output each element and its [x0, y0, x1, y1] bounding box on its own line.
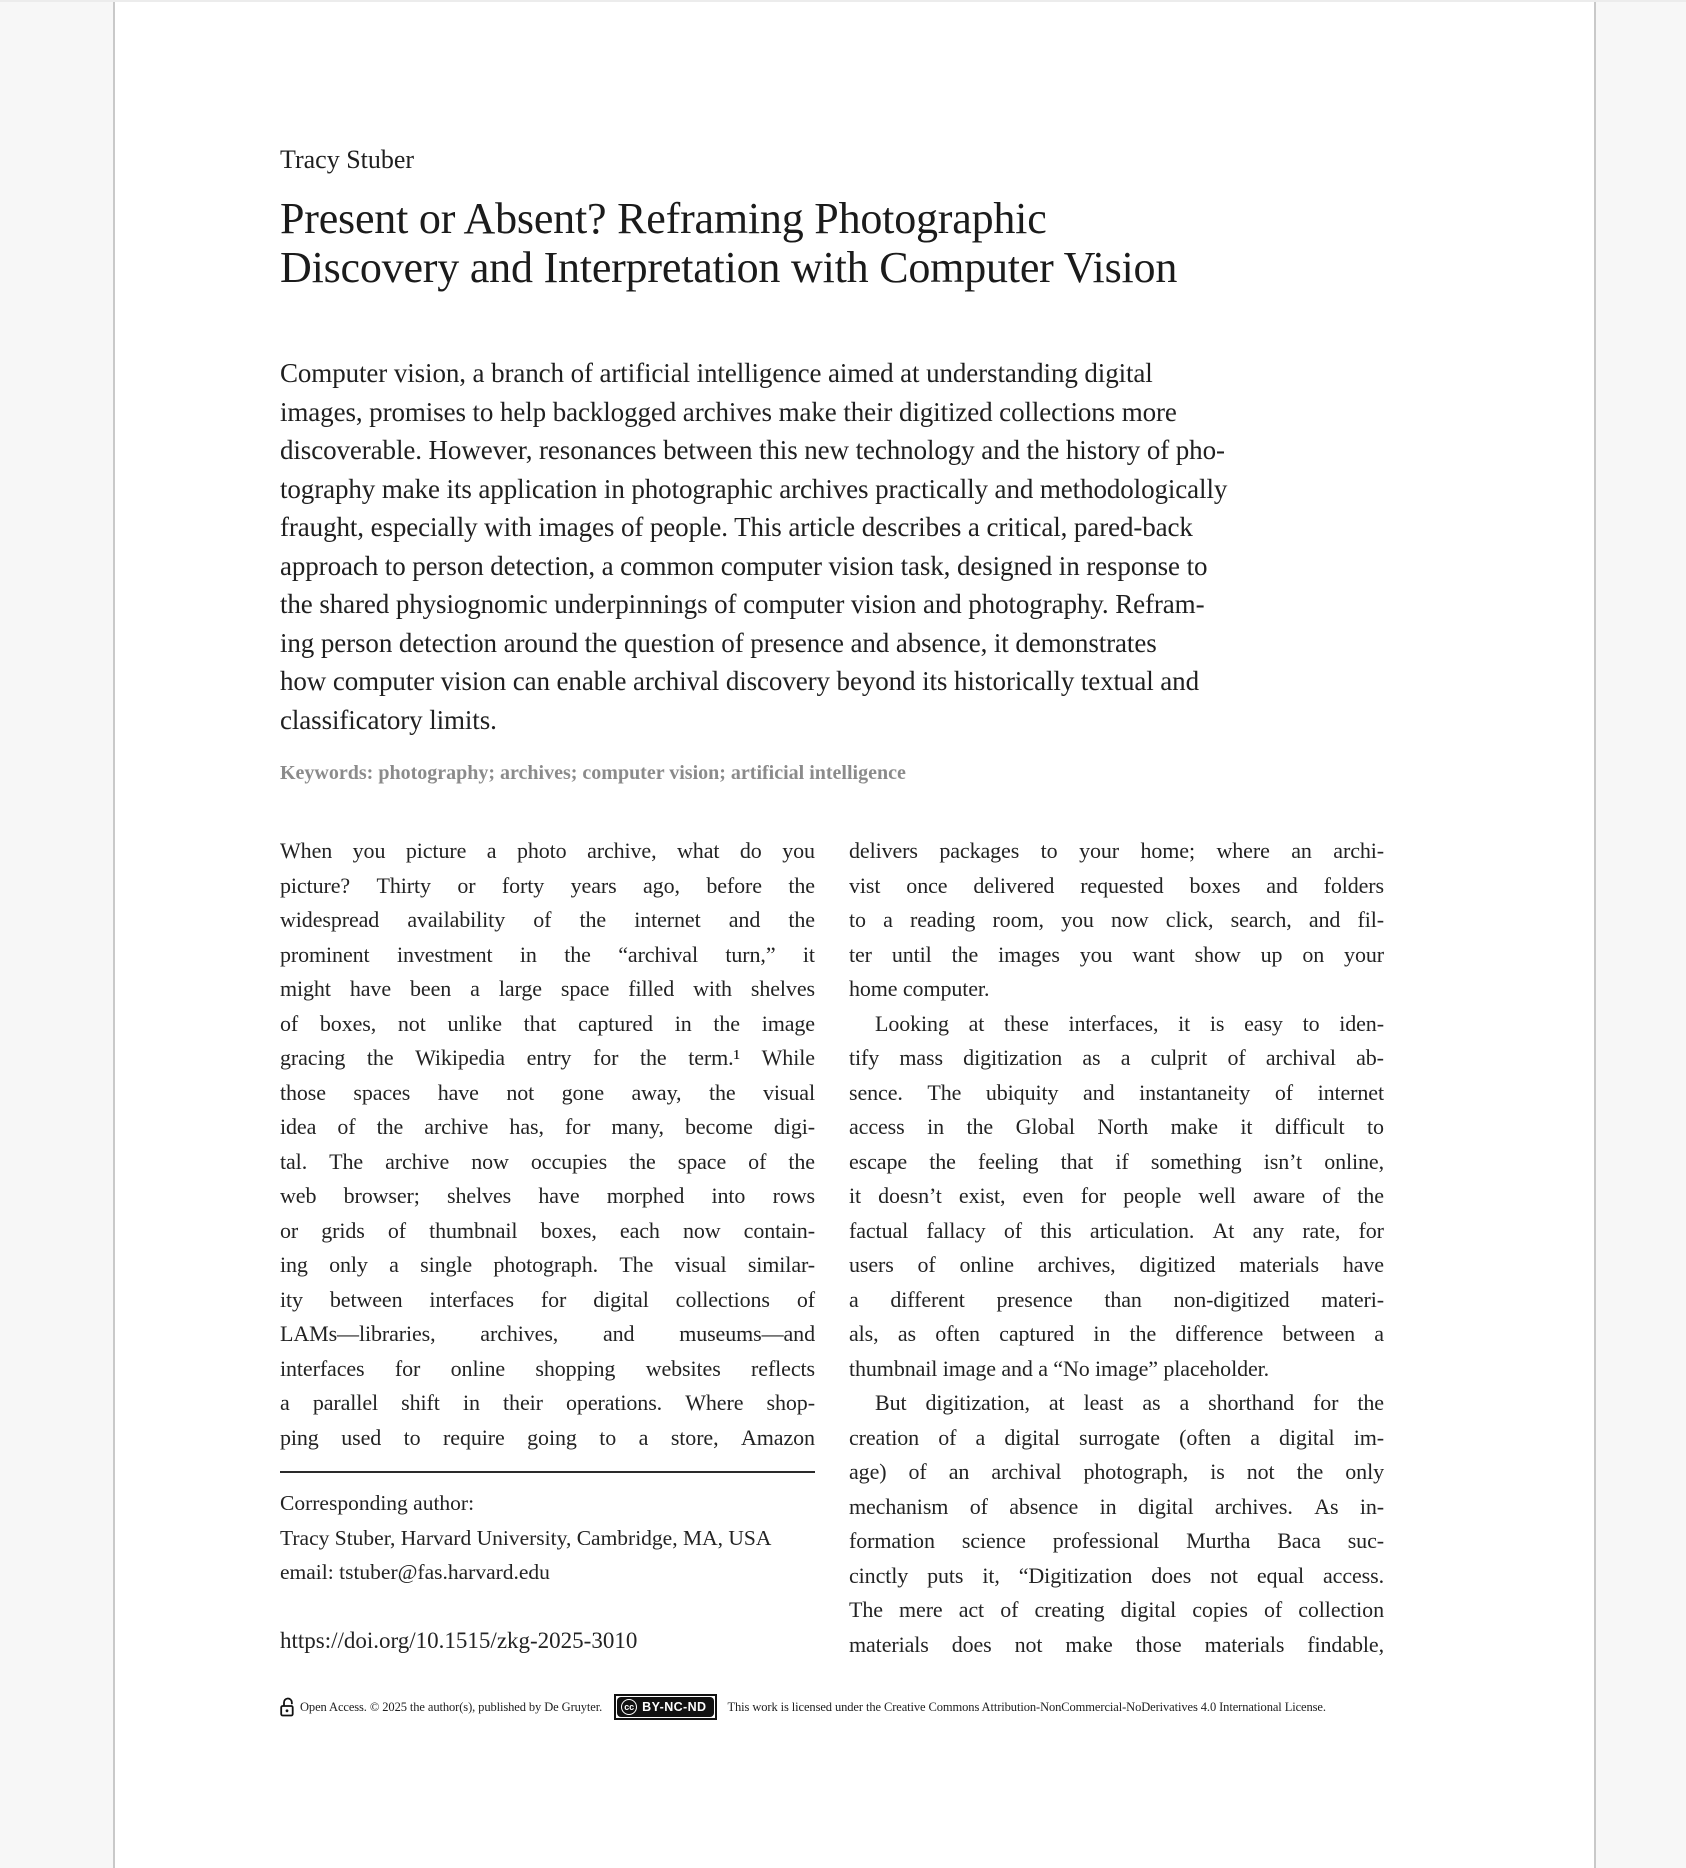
keywords-line: Keywords: photography; archives; computer vision; artificial intelligence — [280, 762, 906, 784]
body-text-line: a different presence than non-digitized materi- — [849, 1286, 1384, 1312]
cc-badge-inner — [617, 1697, 714, 1717]
body-text-line: to a reading room, you now click, search, and fil- — [849, 907, 1384, 932]
body-text-line: users of online archives, digitized materials have — [849, 1252, 1384, 1277]
author-name: Tracy Stuber — [280, 145, 415, 174]
body-text-line: prominent investment in the “archival turn,” it — [280, 941, 815, 967]
body-text-line: ping used to require going to a store, Amazon — [280, 1424, 815, 1450]
body-text-line: When you picture a photo archive, what do you — [280, 838, 815, 863]
cc-license-code: BY-NC-ND — [642, 1699, 707, 1714]
cc-by-nc-nd-badge[interactable] — [614, 1694, 717, 1720]
document-page — [113, 2, 1596, 1868]
author-email: email: tstuber@fas.harvard.edu — [280, 1560, 550, 1584]
body-text-line: idea of the archive has, for many, become digi- — [280, 1114, 815, 1139]
body-text-line: delivers packages to your home; where an archi- — [849, 838, 1384, 863]
cc-icon: cc — [621, 1699, 637, 1715]
abstract-line: discoverable. However, resonances between this new technology and the history of pho- — [280, 435, 1225, 465]
body-text-line: als, as often captured in the difference between a — [849, 1321, 1384, 1346]
author-affiliation: Tracy Stuber, Harvard University, Cambridge, MA, USA — [280, 1525, 772, 1550]
body-text-line: factual fallacy of this articulation. At any rate, for — [849, 1217, 1384, 1243]
license-footer — [280, 1692, 1395, 1722]
paper-title-line1: Present or Absent? Reframing Photographic — [280, 194, 1047, 243]
abstract-line: images, promises to help backlogged archives make their digitized collections more — [280, 396, 1177, 427]
abstract-line: approach to person detection, a common computer vision task, designed in response to — [280, 550, 1208, 581]
abstract-line: fraught, especially with images of people. This article describes a critical, pared-back — [280, 512, 1193, 542]
body-text-line: might have been a large space filled with shelves — [280, 976, 815, 1001]
abstract-line: classificatory limits. — [280, 704, 497, 735]
body-column-right — [849, 834, 1384, 1662]
body-text-line: tal. The archive now occupies the space of the — [280, 1148, 815, 1174]
body-text-line: ing only a single photograph. The visual similar- — [280, 1252, 815, 1277]
body-text-line: picture? Thirty or forty years ago, before the — [280, 872, 815, 898]
body-text-line: a parallel shift in their operations. Where shop- — [280, 1390, 815, 1415]
body-text-line: sence. The ubiquity and instantaneity of internet — [849, 1079, 1384, 1105]
body-text-line: web browser; shelves have morphed into rows — [280, 1183, 815, 1208]
abstract-line: how computer vision can enable archival discovery beyond its historically textual and — [280, 666, 1199, 696]
body-text-line: The mere act of creating digital copies of collection — [849, 1597, 1384, 1622]
body-text-line: formation science professional Murtha Baca suc- — [849, 1528, 1384, 1553]
body-text-line: materials does not make those materials findable, — [849, 1631, 1384, 1657]
body-text-line: creation of a digital surrogate (often a digital im- — [849, 1424, 1384, 1450]
abstract-line: tography make its application in photographic archives practically and methodologically — [280, 473, 1228, 504]
open-access-statement: Open Access. © 2025 the author(s), published by De Gruyter. — [300, 1699, 603, 1714]
corresponding-author-label: Corresponding author: — [280, 1491, 475, 1515]
open-access-lock-icon — [280, 1697, 295, 1717]
body-text-line: of boxes, not unlike that captured in the image — [280, 1010, 815, 1036]
body-text-line: access in the Global North make it difficult to — [849, 1114, 1384, 1139]
body-text-line: age) of an archival photograph, is not the only — [849, 1459, 1384, 1484]
abstract-line: ing person detection around the question of presence and absence, it demonstrates — [280, 627, 1157, 658]
corresponding-author-block — [280, 1486, 840, 1590]
body-text-line: cinctly puts it, “Digitization does not equal access. — [849, 1562, 1384, 1588]
body-text-line: escape the feeling that if something isn’t online, — [849, 1148, 1384, 1174]
body-text-line: But digitization, at least as a shorthand for the — [875, 1390, 1384, 1415]
body-text-line: LAMs—libraries, archives, and museums—and — [280, 1321, 815, 1346]
body-text-line: or grids of thumbnail boxes, each now contain- — [280, 1217, 815, 1243]
pdf-viewer-viewport — [0, 2, 1686, 1868]
paper-title — [280, 194, 1420, 292]
license-statement: This work is licensed under the Creative Commons Attribution-NonCommercial-NoDerivatives 4.0 International License. — [727, 1699, 1326, 1714]
footnote-divider — [280, 1471, 815, 1473]
body-text-line: ter until the images you want show up on your — [849, 941, 1384, 967]
abstract-line: the shared physiognomic underpinnings of computer vision and photography. Refram- — [280, 589, 1205, 619]
body-text-line: mechanism of absence in digital archives. As in- — [849, 1493, 1384, 1519]
body-text-line: ity between interfaces for digital collections of — [280, 1286, 815, 1312]
body-text-line: vist once delivered requested boxes and folders — [849, 872, 1384, 898]
body-text-line: widespread availability of the internet and the — [280, 907, 815, 932]
body-text-line: gracing the Wikipedia entry for the term.¹ While — [280, 1045, 815, 1070]
body-text-line: those spaces have not gone away, the visual — [280, 1079, 815, 1105]
body-text-line: home computer. — [849, 976, 990, 1001]
doi-link[interactable]: https://doi.org/10.1515/zkg-2025-3010 — [280, 1628, 638, 1653]
paper-title-line2: Discovery and Interpretation with Computer Vision — [280, 243, 1178, 292]
body-text-line: thumbnail image and a “No image” placeholder. — [849, 1355, 1270, 1381]
abstract-line: Computer vision, a branch of artificial intelligence aimed at understanding digital — [280, 358, 1153, 388]
body-text-line: interfaces for online shopping websites reflects — [280, 1355, 815, 1381]
body-text-line: Looking at these interfaces, it is easy to iden- — [875, 1010, 1384, 1036]
body-text-line: it doesn’t exist, even for people well aware of the — [849, 1183, 1384, 1208]
body-text-line: tify mass digitization as a culprit of archival ab- — [849, 1045, 1384, 1070]
abstract — [280, 354, 1400, 739]
